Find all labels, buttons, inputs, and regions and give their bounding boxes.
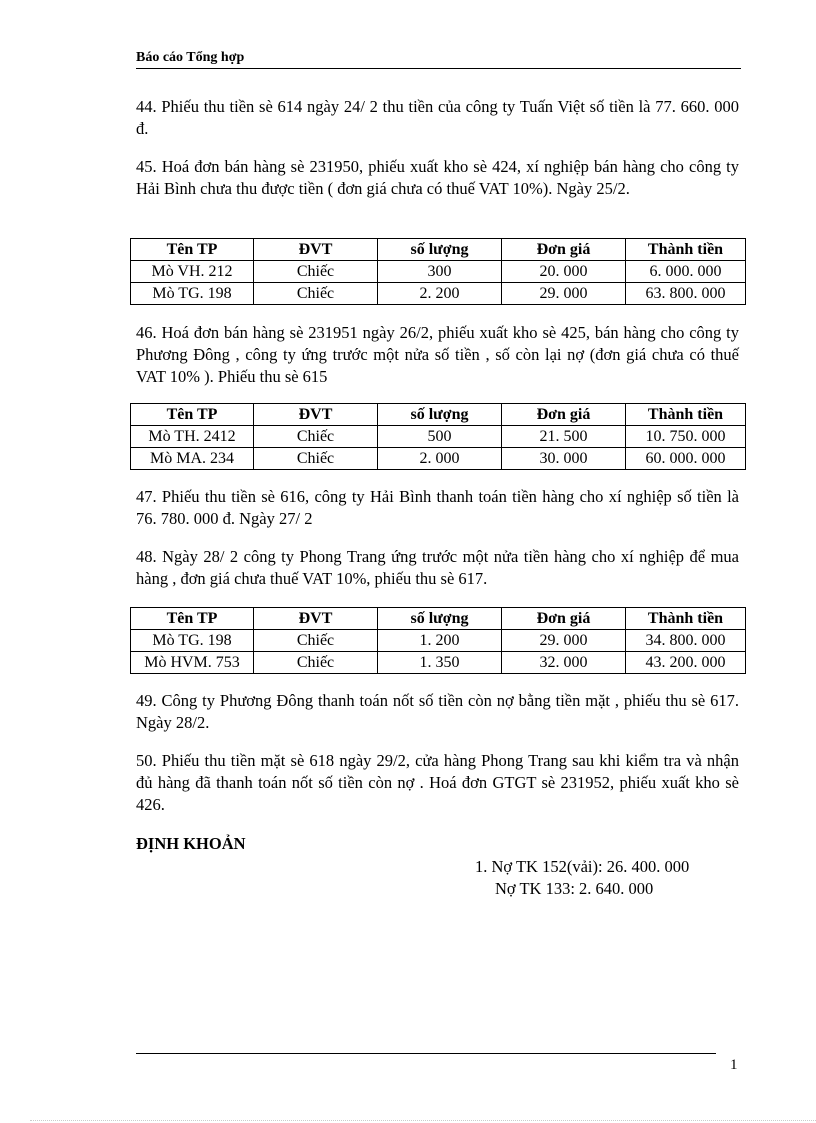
paragraph-48: 48. Ngày 28/ 2 công ty Phong Trang ứng trước một nửa tiền hàng cho xí nghiệp để mua hàng , đơn giá chưa thuế VAT 10%, phiếu thu sè 617. (136, 547, 739, 588)
cell-quantity: 2. 200 (378, 283, 502, 305)
cell-unit-price: 29. 000 (502, 630, 626, 652)
col-header-quantity: số lượng (378, 608, 502, 630)
paragraph-44: 44. Phiếu thu tiền sè 614 ngày 24/ 2 thu tiền của công ty Tuấn Việt số tiền là 77. 660. 000 đ. (136, 97, 739, 138)
product-table-3 (130, 607, 746, 674)
journal-entry-debit-133: Nợ TK 133: 2. 640. 000 (495, 879, 654, 898)
cell-unit: Chiếc (254, 261, 378, 283)
table-row (131, 261, 746, 283)
table-row (131, 652, 746, 674)
cell-quantity: 1. 350 (378, 652, 502, 674)
dinh-khoan-heading: ĐỊNH KHOẢN (136, 834, 246, 853)
cell-unit: Chiếc (254, 630, 378, 652)
cell-amount: 43. 200. 000 (626, 652, 746, 674)
cell-unit-price: 21. 500 (502, 426, 626, 448)
col-header-product: Tên TP (131, 404, 254, 426)
cell-unit-price: 29. 000 (502, 283, 626, 305)
table-row (131, 283, 746, 305)
paragraph-47: 47. Phiếu thu tiền sè 616, công ty Hải Bình thanh toán tiền hàng cho xí nghiệp số tiền là 76. 780. 000 đ. Ngày 27/ 2 (136, 487, 739, 528)
table-row (131, 448, 746, 470)
cell-unit: Chiếc (254, 448, 378, 470)
cell-product: Mò TG. 198 (131, 283, 254, 305)
cell-product: Mò MA. 234 (131, 448, 254, 470)
cell-product: Mò TG. 198 (131, 630, 254, 652)
col-header-product: Tên TP (131, 608, 254, 630)
cell-product: Mò HVM. 753 (131, 652, 254, 674)
col-header-quantity: số lượng (378, 239, 502, 261)
product-table-2 (130, 403, 746, 470)
cell-unit: Chiếc (254, 283, 378, 305)
table-header-row (131, 608, 746, 630)
cell-unit: Chiếc (254, 426, 378, 448)
table-header-row (131, 239, 746, 261)
paragraph-45: 45. Hoá đơn bán hàng sè 231950, phiếu xuất kho sè 424, xí nghiệp bán hàng cho công ty Hải Bình chưa thu được tiền ( đơn giá chưa có thuế VAT 10%). Ngày 25/2. (136, 157, 739, 198)
page-header: Báo cáo Tổng hợp (136, 50, 741, 69)
cell-unit-price: 32. 000 (502, 652, 626, 674)
table-header-row (131, 404, 746, 426)
paragraph-49: 49. Công ty Phương Đông thanh toán nốt số tiền còn nợ bằng tiền mặt , phiếu thu sè 617. Ngày 28/2. (136, 691, 739, 732)
cell-unit: Chiếc (254, 652, 378, 674)
col-header-unit: ĐVT (254, 239, 378, 261)
col-header-unit: ĐVT (254, 608, 378, 630)
footer-divider (136, 1053, 716, 1054)
col-header-unit-price: Đơn giá (502, 608, 626, 630)
table-row (131, 630, 746, 652)
col-header-amount: Thành tiền (626, 608, 746, 630)
col-header-unit: ĐVT (254, 404, 378, 426)
col-header-amount: Thành tiền (626, 404, 746, 426)
col-header-unit-price: Đơn giá (502, 404, 626, 426)
paragraph-46: 46. Hoá đơn bán hàng sè 231951 ngày 26/2, phiếu xuất kho sè 425, bán hàng cho công ty Phương Đông , công ty ứng trước một nửa số tiền , số còn lại nợ (đơn giá chưa có thuế VAT 10% ). Phiếu thu sè 615 (136, 323, 739, 386)
cell-product: Mò TH. 2412 (131, 426, 254, 448)
cell-quantity: 1. 200 (378, 630, 502, 652)
journal-entry-debit-152: 1. Nợ TK 152(vải): 26. 400. 000 (475, 857, 690, 876)
cell-amount: 10. 750. 000 (626, 426, 746, 448)
cell-quantity: 500 (378, 426, 502, 448)
cell-unit-price: 20. 000 (502, 261, 626, 283)
cell-unit-price: 30. 000 (502, 448, 626, 470)
cell-quantity: 2. 000 (378, 448, 502, 470)
col-header-unit-price: Đơn giá (502, 239, 626, 261)
col-header-product: Tên TP (131, 239, 254, 261)
cell-quantity: 300 (378, 261, 502, 283)
cell-amount: 60. 000. 000 (626, 448, 746, 470)
product-table-1 (130, 238, 746, 305)
col-header-amount: Thành tiền (626, 239, 746, 261)
col-header-quantity: số lượng (378, 404, 502, 426)
cell-product: Mò VH. 212 (131, 261, 254, 283)
cell-amount: 6. 000. 000 (626, 261, 746, 283)
table-row (131, 426, 746, 448)
cell-amount: 63. 800. 000 (626, 283, 746, 305)
page-bottom-border (30, 1120, 816, 1121)
cell-amount: 34. 800. 000 (626, 630, 746, 652)
page-number: 1 (730, 1057, 738, 1073)
paragraph-50: 50. Phiếu thu tiền mặt sè 618 ngày 29/2, cửa hàng Phong Trang sau khi kiểm tra và nhận đủ hàng đã thanh toán nốt số tiền còn nợ . Hoá đơn GTGT sè 231952, phiếu xuất kho sè 426. (136, 751, 739, 814)
